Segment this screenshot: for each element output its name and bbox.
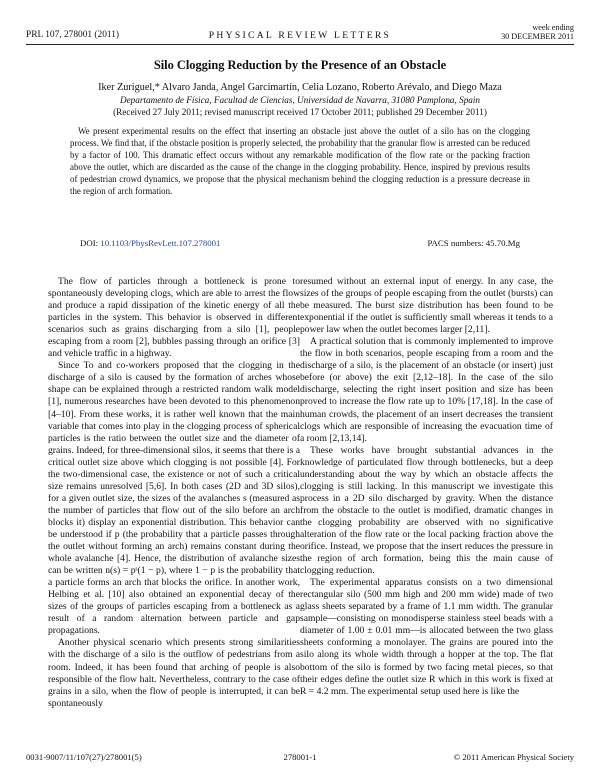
paragraph: These works have brought substantial advances in the knowledge of particulated flow through bottlenecks, but a deep understanding about the way by which an obstacle affects the clogging is still lacking. In this manuscript we investigate this process in a 2D silo discharged by gravity. When the distance from the obstacle to the outlet is modified, dramatic changes in the clogging probability are observed with no significative alteration of the flow rate or the local packing fraction above the orifice. Instead, we propose that the insert reduces the pressure in the region of arch formation, being this the main cause of clogging reduction. (300, 444, 553, 577)
footer-issn: 0031-9007/11/107(27)/278001(5) (26, 752, 142, 762)
received-dates: (Received 27 July 2011; revised manuscript received 17 October 2011; published 29 December 2011) (113, 107, 487, 117)
doi (80, 238, 220, 248)
left-column (48, 276, 300, 710)
page-number: 278001-1 (283, 752, 317, 762)
paragraph: The experimental apparatus consists on a two dimensional rectangular silo (500 mm high and 200 mm wide) made of two glass sheets separated by a frame of 1.1 mm width. The granular sample—consisting on monodisperse stainless steel beads with a diameter of 1.00 ± 0.01 mm—is allocated between the two glass sheets conforming a monolayer. The grains are poured into the silo along its whole width through a hopper at the top. The flat bottom of the silo is formed by two facing metal pieces, so that their edges define the outlet size R which in this work is fixed at R = 4.2 mm. The experimental setup used here is like the (300, 577, 553, 697)
doi-label: DOI: (80, 238, 99, 248)
abstract (70, 125, 530, 198)
journal-title: PHYSICAL REVIEW LETTERS (208, 30, 392, 41)
week-ending-label: week ending (532, 23, 574, 32)
affiliation: Departamento de Física, Facultad de Ciencias, Universidad de Navarra, 31080 Pamplona, Spain (119, 95, 481, 105)
journal-citation: PRL 107, 278001 (2011) (26, 30, 120, 40)
doi-link[interactable]: 10.1103/PhysRevLett.107.278001 (100, 238, 221, 248)
paragraph: resumed without an external input of energy. In any case, the sizes of the groups of people escaping from the outlet (bursts) can be measured. The burst size distribution has been found to be exponential if the outlet is sufficiently small whereas it tends to a power law when the outlet becomes larger [2,11]. (300, 276, 553, 336)
paragraph: Since To and co-workers proposed that the clogging in the discharge of a silo is caused by the formation of arches whose shape can be explained through a restricted random walk model [1], numerous researches have been devoted to this phenomenon [4–10]. From these works, it is rather well known that the main variable that comes into play in the clogging process of spherical particles is the ratio between the outlet size and the diameter of grains. Indeed, for three-dimensional silos, it seems that there is a critical outlet size above which clogging is not possible [4]. For the two-dimensional case, the existence or not of such a critical size remains unresolved [5,6]. In both cases (2D and 3D silos), for a given outlet size, the sizes of the avalanches s (measured as the number of particles that flow out of the silo before an arch blocks it) display an exponential distribution. This behavior can be understood if p (the probability that a particle passes through the outlet without forming an arch) remains constant during the whole avalanche [4]. Hence, the distribution of avalanche sizes can be written n(s) = pˢ(1 − p), where 1 − p is the probability that a particle forms an arch that blocks the orifice. In another work, Helbing et al. [10] also obtained an exponential decay of the sizes of the groups of particles escaping from a bottleneck as a result of a random alternation between particle and gap propagations. (48, 360, 300, 637)
running-header (26, 24, 574, 45)
pacs-numbers: PACS numbers: 45.70.Mg (427, 238, 520, 248)
paragraph: The flow of particles through a bottleneck is prone to spontaneously developing clogs, which are able to arrest the flow and produce a rapid dissipation of the kinetic energy of all the particles in the system. This behavior is observed in different scenarios such as grains discharging from a silo [1], people escaping from a room [2], bubbles passing through an orifice [3] and vehicle traffic in a highway. (48, 276, 300, 360)
paragraph: A practical solution that is commonly implemented to improve the flow in both scenarios, people escaping from a room and the discharge of a silo, is the placement of an obstacle (or insert) just before (or above) the exit [2,12–18]. In the case of the silo discharge, selecting the right insert position and size has been proved to increase the flow rate up to 10% [17,18]. In the case of human crowds, the placement of an insert decreases the transient clogs which are responsible of increasing the evacuation time of a room [2,13,14]. (300, 336, 553, 444)
right-column (300, 276, 553, 698)
abstract-text: We present experimental results on the effect that inserting an obstacle just above the outlet of a silo has on the clogging process. We find that, if the obstacle position is properly selected, the probability that the granular flow is arrested can be reduced by a factor of 100. This dramatic effect occurs without any remarkable modification of the flow rate or the packing fraction above the outlet, which are discarded as the cause of the change in the clogging probability. Hence, inspired by previous results of pedestrian crowd dynamics, we propose that the physical mechanism behind the clogging reduction is a pressure decrease in the region of arch formation. (70, 126, 530, 197)
week-ending-date: 30 DECEMBER 2011 (501, 31, 574, 41)
paper-title: Silo Clogging Reduction by the Presence of an Obstacle (153, 58, 447, 72)
author-list: Iker Zuriguel,* Alvaro Janda, Angel Garcimartín, Celia Lozano, Roberto Arévalo, and Diego Maza (98, 82, 502, 93)
week-ending (501, 24, 574, 41)
paragraph: Another physical scenario which presents strong similarities with the discharge of a silo is the outflow of pedestrians from a room. Indeed, it has been found that arching of people is also responsible of the flow halt. Nevertheless, contrary to the case of grains in a silo, when the flow of people is interrupted, it can be spontaneously (48, 637, 300, 709)
copyright: © 2011 American Physical Society (453, 752, 574, 762)
